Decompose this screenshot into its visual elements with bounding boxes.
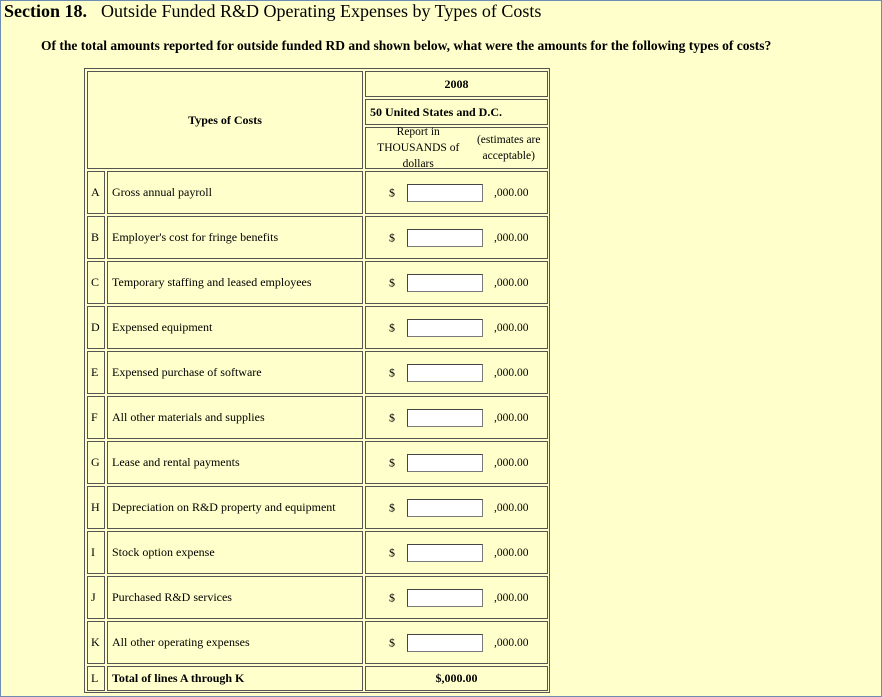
row-value-cell [365,396,548,439]
dollar-sign: $ [389,635,395,649]
row-label: Employer's cost for fringe benefits [107,216,363,259]
row-value-cell [365,306,548,349]
row-letter: K [87,621,105,664]
header-region: 50 United States and D.C. [365,99,548,125]
row-label: Stock option expense [107,531,363,574]
thousands-suffix: ,000.00 [494,231,529,244]
header-year: 2008 [365,71,548,97]
dollar-sign: $ [389,230,395,244]
row-label: Gross annual payroll [107,171,363,214]
thousands-suffix: ,000.00 [494,276,529,289]
row-label: Expensed equipment [107,306,363,349]
row-letter: J [87,576,105,619]
dollar-sign: $ [389,455,395,469]
row-label: Temporary staffing and leased employees [107,261,363,304]
row-label: All other operating expenses [107,621,363,664]
row-label: Lease and rental payments [107,441,363,484]
dollar-sign: $ [389,185,395,199]
section-heading: Outside Funded R&D Operating Expenses by Types of Costs [101,1,542,21]
dollar-sign: $ [389,500,395,514]
amount-input-h[interactable] [407,499,483,517]
row-value-cell [365,621,548,664]
thousands-suffix: ,000.00 [494,591,529,604]
header-units-line1: Report in THOUSANDS of dollars [377,126,460,170]
header-units [365,127,548,169]
header-types-of-costs: Types of Costs [87,71,363,169]
dollar-sign: $ [389,365,395,379]
question-text: Of the total amounts reported for outside funded RD and shown below, what were the amounts for the following types of costs? [41,38,772,53]
dollar-sign: $ [389,320,395,334]
row-value-cell [365,171,548,214]
amount-input-e[interactable] [407,364,483,382]
header-units-line2: (estimates are acceptable) [476,134,541,162]
dollar-sign: $ [389,275,395,289]
thousands-suffix: ,000.00 [494,501,529,514]
amount-input-g[interactable] [407,454,483,472]
total-label: Total of lines A through K [107,666,363,691]
thousands-suffix: ,000.00 [494,186,529,199]
section-number: Section 18. [4,1,87,21]
row-letter: G [87,441,105,484]
dollar-sign: $ [389,545,395,559]
section-title [4,1,541,22]
cost-types-table [84,68,550,693]
row-value-cell [365,531,548,574]
row-value-cell [365,576,548,619]
dollar-sign: $ [389,590,395,604]
amount-input-c[interactable] [407,274,483,292]
row-letter: C [87,261,105,304]
row-letter: E [87,351,105,394]
thousands-suffix: ,000.00 [494,366,529,379]
amount-input-j[interactable] [407,589,483,607]
row-label: All other materials and supplies [107,396,363,439]
amount-input-b[interactable] [407,229,483,247]
thousands-suffix: ,000.00 [494,321,529,334]
row-value-cell [365,351,548,394]
thousands-suffix: ,000.00 [494,456,529,469]
row-letter: D [87,306,105,349]
amount-input-k[interactable] [407,634,483,652]
total-value: $,000.00 [365,666,548,691]
dollar-sign: $ [389,410,395,424]
row-letter: H [87,486,105,529]
thousands-suffix: ,000.00 [494,411,529,424]
thousands-suffix: ,000.00 [494,546,529,559]
amount-input-i[interactable] [407,544,483,562]
row-value-cell [365,261,548,304]
total-letter: L [87,666,105,691]
amount-input-d[interactable] [407,319,483,337]
row-letter: F [87,396,105,439]
row-letter: I [87,531,105,574]
amount-input-a[interactable] [407,184,483,202]
row-value-cell [365,216,548,259]
row-letter: A [87,171,105,214]
row-letter: B [87,216,105,259]
row-label: Expensed purchase of software [107,351,363,394]
row-value-cell [365,486,548,529]
row-value-cell [365,441,548,484]
thousands-suffix: ,000.00 [494,636,529,649]
row-label: Depreciation on R&D property and equipment [107,486,363,529]
row-label: Purchased R&D services [107,576,363,619]
amount-input-f[interactable] [407,409,483,427]
